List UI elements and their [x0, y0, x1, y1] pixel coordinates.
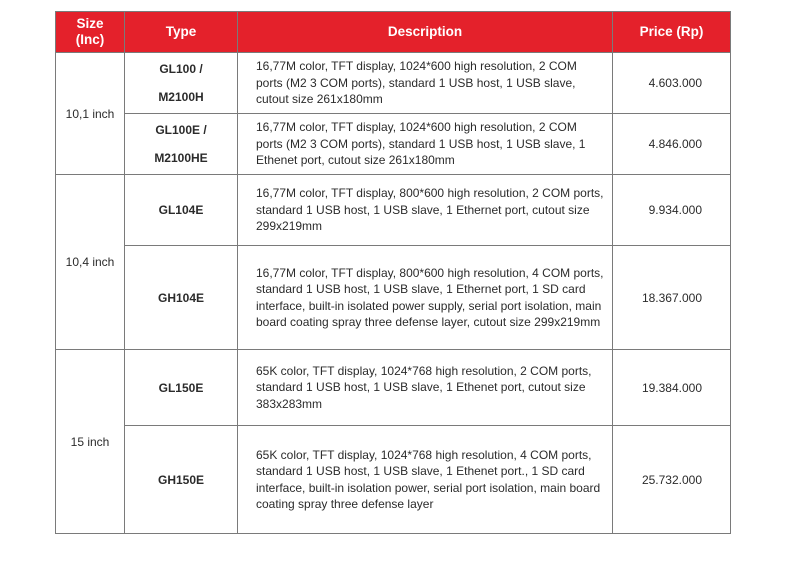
header-size: [56, 12, 125, 53]
description-cell: 16,77M color, TFT display, 1024*600 high resolution, 2 COM ports (M2 3 COM ports), standard 1 USB host, 1 USB slave, 1 Ethenet port, cutout size 261x180mm: [238, 114, 613, 175]
header-row: [56, 12, 731, 53]
type-line: GL100 /: [159, 62, 203, 76]
description-cell: 65K color, TFT display, 1024*768 high resolution, 2 COM ports, standard 1 USB host, 1 USB slave, 1 Ethenet port, cutout size 383x283mm: [238, 350, 613, 426]
header-price: Price (Rp): [613, 12, 731, 53]
price-cell: 9.934.000: [613, 175, 731, 246]
price-table: [55, 11, 731, 534]
type-cell: GH104E: [125, 246, 238, 350]
description-cell: 16,77M color, TFT display, 800*600 high resolution, 4 COM ports, standard 1 USB host, 1 USB slave, 1 Ethernet port, 1 SD card interface, built-in isolated power supply, serial port isolation, main board coating spray three defense layer, cutout size 299x219mm: [238, 246, 613, 350]
size-cell: 10,4 inch: [56, 175, 125, 350]
price-cell: 19.384.000: [613, 350, 731, 426]
table-row: [56, 114, 731, 175]
type-cell: GL104E: [125, 175, 238, 246]
type-cell: GL150E: [125, 350, 238, 426]
table-row: [56, 350, 731, 426]
type-cell: [125, 114, 238, 175]
price-cell: 18.367.000: [613, 246, 731, 350]
type-line: M2100HE: [154, 151, 208, 165]
size-cell: 15 inch: [56, 350, 125, 534]
header-size-line1: Size: [76, 16, 104, 31]
description-cell: 16,77M color, TFT display, 1024*600 high resolution, 2 COM ports (M2 3 COM ports), standard 1 USB host, 1 USB slave, cutout size 261x180mm: [238, 53, 613, 114]
header-type: Type: [125, 12, 238, 53]
price-cell: 4.846.000: [613, 114, 731, 175]
header-description: Description: [238, 12, 613, 53]
price-cell: 25.732.000: [613, 426, 731, 534]
table-row: [56, 53, 731, 114]
size-cell: 10,1 inch: [56, 53, 125, 175]
type-line: M2100H: [158, 90, 204, 104]
table-row: [56, 246, 731, 350]
table-row: [56, 175, 731, 246]
type-cell: [125, 53, 238, 114]
type-cell: GH150E: [125, 426, 238, 534]
header-size-line2: (Inc): [75, 32, 105, 47]
type-line: GL100E /: [155, 123, 207, 137]
description-cell: 16,77M color, TFT display, 800*600 high resolution, 2 COM ports, standard 1 USB host, 1 USB slave, 1 Ethernet port, cutout size 299x219mm: [238, 175, 613, 246]
table-row: [56, 426, 731, 534]
description-cell: 65K color, TFT display, 1024*768 high resolution, 4 COM ports, standard 1 USB host, 1 USB slave, 1 Ethenet port., 1 SD card interface, built-in isolation power, serial port isolation, main board coating spray three defense layer: [238, 426, 613, 534]
price-cell: 4.603.000: [613, 53, 731, 114]
